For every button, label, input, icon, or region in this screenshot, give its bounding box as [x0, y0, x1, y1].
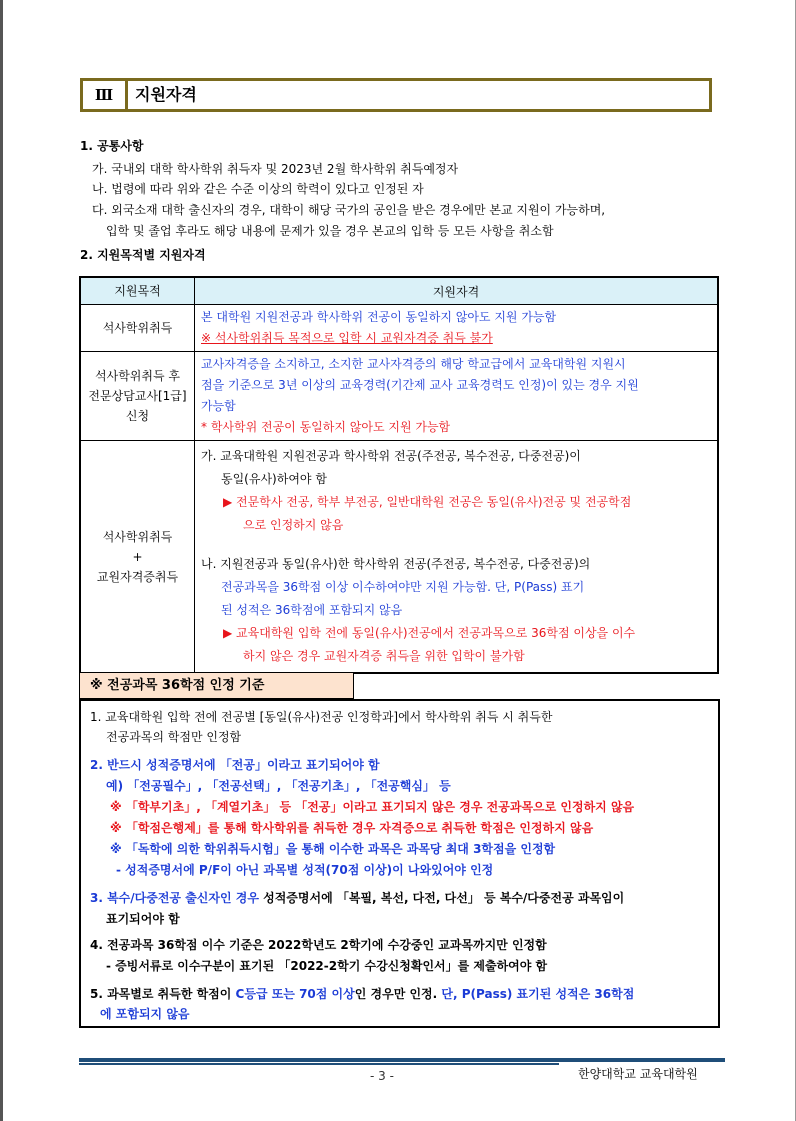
- table-row: [80, 305, 718, 352]
- page-left-edge: [0, 0, 3, 1121]
- footer-rule-thin: [79, 1063, 559, 1065]
- page-number: - 3 -: [370, 1069, 394, 1083]
- criteria-3-line1: [90, 890, 624, 906]
- row2-purpose-l1: 석사학위취득 후: [95, 369, 180, 383]
- header-eligibility: 지원자격: [195, 277, 719, 305]
- criteria-5-part-b: C등급 또는 70점 이상: [235, 987, 355, 1001]
- criteria-1-line1: 1. 교육대학원 입학 전에 전공별 [동일(유사)전공 인정학과]에서 학사학위 취득 시 취득한: [90, 710, 553, 724]
- criteria-3-highlight: 3. 복수/다중전공 출신자인 경우: [90, 891, 259, 905]
- row3-purpose-l2: +: [132, 549, 143, 564]
- criteria-3-line2: 표기되어야 함: [106, 912, 180, 926]
- common-item-ga: 가. 국내외 대학 학사학위 취득자 및 2023년 2월 학사학위 취득예정자: [92, 162, 459, 176]
- criteria-4-line2: - 증빙서류로 이수구분이 표기된 「2022-2학기 수강신청확인서」를 제출하여야 함: [106, 959, 548, 973]
- common-item-da-cont: 입학 및 졸업 후라도 해당 내용에 문제가 있을 경우 본교의 입학 등 모든 사항을 취소함: [106, 224, 554, 238]
- criteria-5-part-c: 인 경우만 인정.: [354, 987, 442, 1001]
- row1-line2: ※ 석사학위취득 목적으로 입학 시 교원자격증 취득 불가: [201, 331, 493, 345]
- table-row: [80, 352, 718, 441]
- criteria-3-rest: 성적증명서에 「복필, 복선, 다전, 다선」 등 복수/다중전공 과목임이: [258, 891, 625, 905]
- row3-a4: 으로 인정하지 않음: [243, 518, 344, 532]
- section-title: 지원자격: [135, 85, 197, 104]
- common-heading: 1. 공통사항: [80, 139, 144, 153]
- row2-purpose-l3: 신청: [125, 409, 150, 423]
- purpose-heading: 2. 지원목적별 지원자격: [80, 248, 206, 262]
- criteria-title: ※ 전공과목 36학점 인정 기준: [79, 672, 354, 699]
- row2-line1: 교사자격증을 소지하고, 소지한 교사자격증의 해당 학교급에서 교육대학원 지원시: [201, 357, 626, 371]
- purpose-cell: [80, 352, 195, 441]
- row2-purpose-l2: 전문상담교사[1급]: [88, 389, 187, 403]
- row3-a3: ▶ 전문학사 전공, 학부 부전공, 일반대학원 전공은 동일(유사)전공 및 전공학점: [223, 495, 632, 509]
- row3-b5: 하지 않은 경우 교원자격증 취득을 위한 입학이 불가함: [243, 649, 525, 663]
- row2-line2: 점을 기준으로 3년 이상의 교육경력(기간제 교사 교육경력도 인정)이 있는 경우 지원: [201, 378, 639, 392]
- criteria-1-line2: 전공과목의 학점만 인정함: [106, 730, 242, 744]
- row1-line1: 본 대학원 지원전공과 학사학위 전공이 동일하지 않아도 지원 가능함: [201, 310, 557, 324]
- table-header-row: [80, 277, 718, 305]
- purpose-cell: 석사학위취득: [80, 305, 195, 352]
- table-row: [80, 441, 718, 674]
- criteria-5-line2: 에 포함되지 않음: [100, 1007, 190, 1021]
- criteria-4-line1: 4. 전공과목 36학점 이수 기준은 2022학년도 2학기에 수강중인 교과목까지만 인정함: [90, 938, 547, 952]
- criteria-5-part-d: 단, P(Pass) 표기된 성적은 36학점: [441, 987, 635, 1001]
- row3-a2: 동일(유사)하여야 함: [221, 472, 327, 486]
- criteria-2-line5: ※ 「독학에 의한 학위취득시험」을 통해 이수한 과목은 과목당 최대 3학점을 인정함: [110, 842, 556, 856]
- eligibility-table: [79, 276, 719, 674]
- purpose-cell: [80, 441, 195, 674]
- row3-b4: ▶ 교육대학원 입학 전에 동일(유사)전공에서 전공과목으로 36학점 이상을 이수: [223, 626, 636, 640]
- row3-b3: 된 성적은 36학점에 포함되지 않음: [221, 603, 403, 617]
- criteria-5-line1: [90, 986, 634, 1002]
- row3-b1: 나. 지원전공과 동일(유사)한 학사학위 전공(주전공, 복수전공, 다중전공)의: [201, 557, 591, 571]
- criteria-2-line4: ※ 「학점은행제」를 통해 학사학위를 취득한 경우 자격증으로 취득한 학점은 인정하지 않음: [110, 821, 594, 835]
- row3-purpose-l1: 석사학위취득: [102, 529, 173, 544]
- criteria-2-line1: 2. 반드시 성적증명서에 「전공」이라고 표기되어야 함: [90, 758, 380, 772]
- criteria-2-line3: ※ 「학부기초」, 「계열기초」 등 「전공」이라고 표기되지 않은 경우 전공과목으로 인정하지 않음: [110, 800, 635, 814]
- eligibility-cell: [195, 441, 719, 674]
- row3-purpose-l3: 교원자격증취득: [96, 569, 179, 584]
- criteria-5-part-a: 5. 과목별로 취득한 학점이: [90, 987, 236, 1001]
- criteria-2-line6: - 성적증명서에 P/F이 아닌 과목별 성적(70점 이상)이 나와있어야 인정: [116, 863, 494, 877]
- row2-line3: 가능함: [201, 399, 236, 413]
- eligibility-cell: [195, 305, 719, 352]
- row2-line4: * 학사학위 전공이 동일하지 않아도 지원 가능함: [201, 420, 451, 434]
- criteria-2-line2: 예) 「전공필수」, 「전공선택」, 「전공기초」, 「전공핵심」 등: [106, 779, 451, 793]
- row3-b2: 전공과목을 36학점 이상 이수하여야만 지원 가능함. 단, P(Pass) 표기: [221, 580, 585, 594]
- footer-school: 한양대학교 교육대학원: [578, 1067, 698, 1081]
- common-item-na: 나. 법령에 따라 위와 같은 수준 이상의 학력이 있다고 인정된 자: [92, 182, 424, 196]
- eligibility-cell: [195, 352, 719, 441]
- row3-a1: 가. 교육대학원 지원전공과 학사학위 전공(주전공, 복수전공, 다중전공)이: [201, 449, 581, 463]
- section-number: Ⅲ: [83, 81, 128, 109]
- section-header: [80, 78, 712, 112]
- header-purpose: 지원목적: [80, 277, 195, 305]
- common-item-da: 다. 외국소재 대학 출신자의 경우, 대학이 해당 국가의 공인을 받은 경우에만 본교 지원이 가능하며,: [92, 203, 606, 217]
- footer-rule-thick: [79, 1058, 725, 1062]
